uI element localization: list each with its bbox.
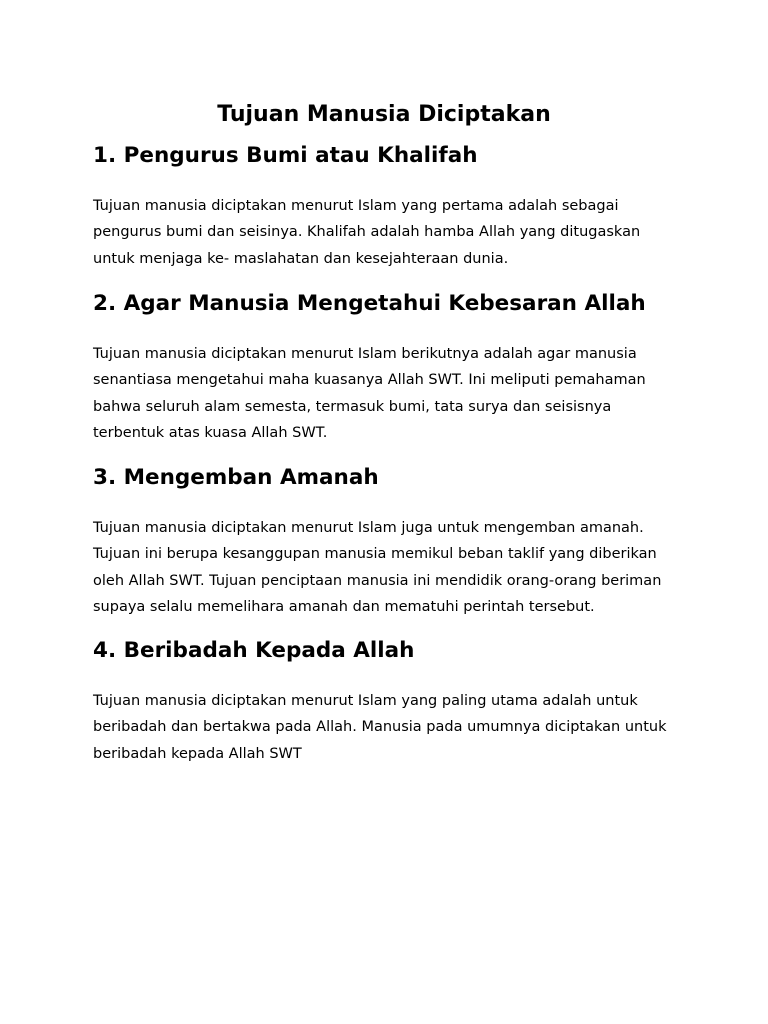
- section-heading: 4. Beribadah Kepada Allah: [93, 638, 415, 663]
- paragraph-line: terbentuk atas kuasa Allah SWT.: [93, 424, 328, 441]
- paragraph-line: oleh Allah SWT. Tujuan penciptaan manusia ini mendidik orang-orang beriman: [93, 572, 662, 589]
- section-beribadah: [93, 635, 683, 767]
- section-mengemban-amanah: [93, 462, 683, 620]
- section-heading: 3. Mengemban Amanah: [93, 465, 379, 490]
- section-pengurus-bumi: [93, 140, 683, 272]
- paragraph-line: Tujuan manusia diciptakan menurut Islam juga untuk mengemban amanah.: [93, 520, 644, 536]
- paragraph-line: pengurus bumi dan seisinya. Khalifah adalah hamba Allah yang ditugaskan: [93, 224, 641, 241]
- paragraph-line: Tujuan manusia diciptakan menurut Islam berikutnya adalah agar manusia: [93, 346, 637, 362]
- paragraph-line: Tujuan manusia diciptakan menurut Islam yang pertama adalah sebagai: [93, 198, 619, 214]
- paragraph-line: senantiasa mengetahui maha kuasanya Allah SWT. Ini meliputi pemahaman: [93, 372, 646, 389]
- paragraph-line: Tujuan ini berupa kesanggupan manusia memikul beban taklif yang diberikan: [93, 546, 657, 563]
- section-heading: 2. Agar Manusia Mengetahui Kebesaran Allah: [93, 291, 646, 316]
- section-paragraph: [93, 688, 683, 767]
- paragraph-line: beribadah kepada Allah SWT: [93, 745, 302, 762]
- paragraph-line: supaya selalu memelihara amanah dan mematuhi perintah tersebut.: [93, 598, 595, 615]
- paragraph-line: untuk menjaga ke- maslahatan dan kesejahteraan dunia.: [93, 250, 509, 267]
- section-kebesaran-allah: [93, 288, 683, 446]
- section-paragraph: [93, 341, 683, 446]
- document-title: Tujuan Manusia Diciptakan: [217, 102, 551, 127]
- section-paragraph: [93, 515, 683, 620]
- section-heading: 1. Pengurus Bumi atau Khalifah: [93, 143, 478, 168]
- paragraph-line: Tujuan manusia diciptakan menurut Islam yang paling utama adalah untuk: [93, 693, 638, 709]
- section-paragraph: [93, 193, 683, 272]
- paragraph-line: bahwa seluruh alam semesta, termasuk bumi, tata surya dan seisisnya: [93, 398, 612, 415]
- paragraph-line: beribadah dan bertakwa pada Allah. Manusia pada umumnya diciptakan untuk: [93, 719, 667, 736]
